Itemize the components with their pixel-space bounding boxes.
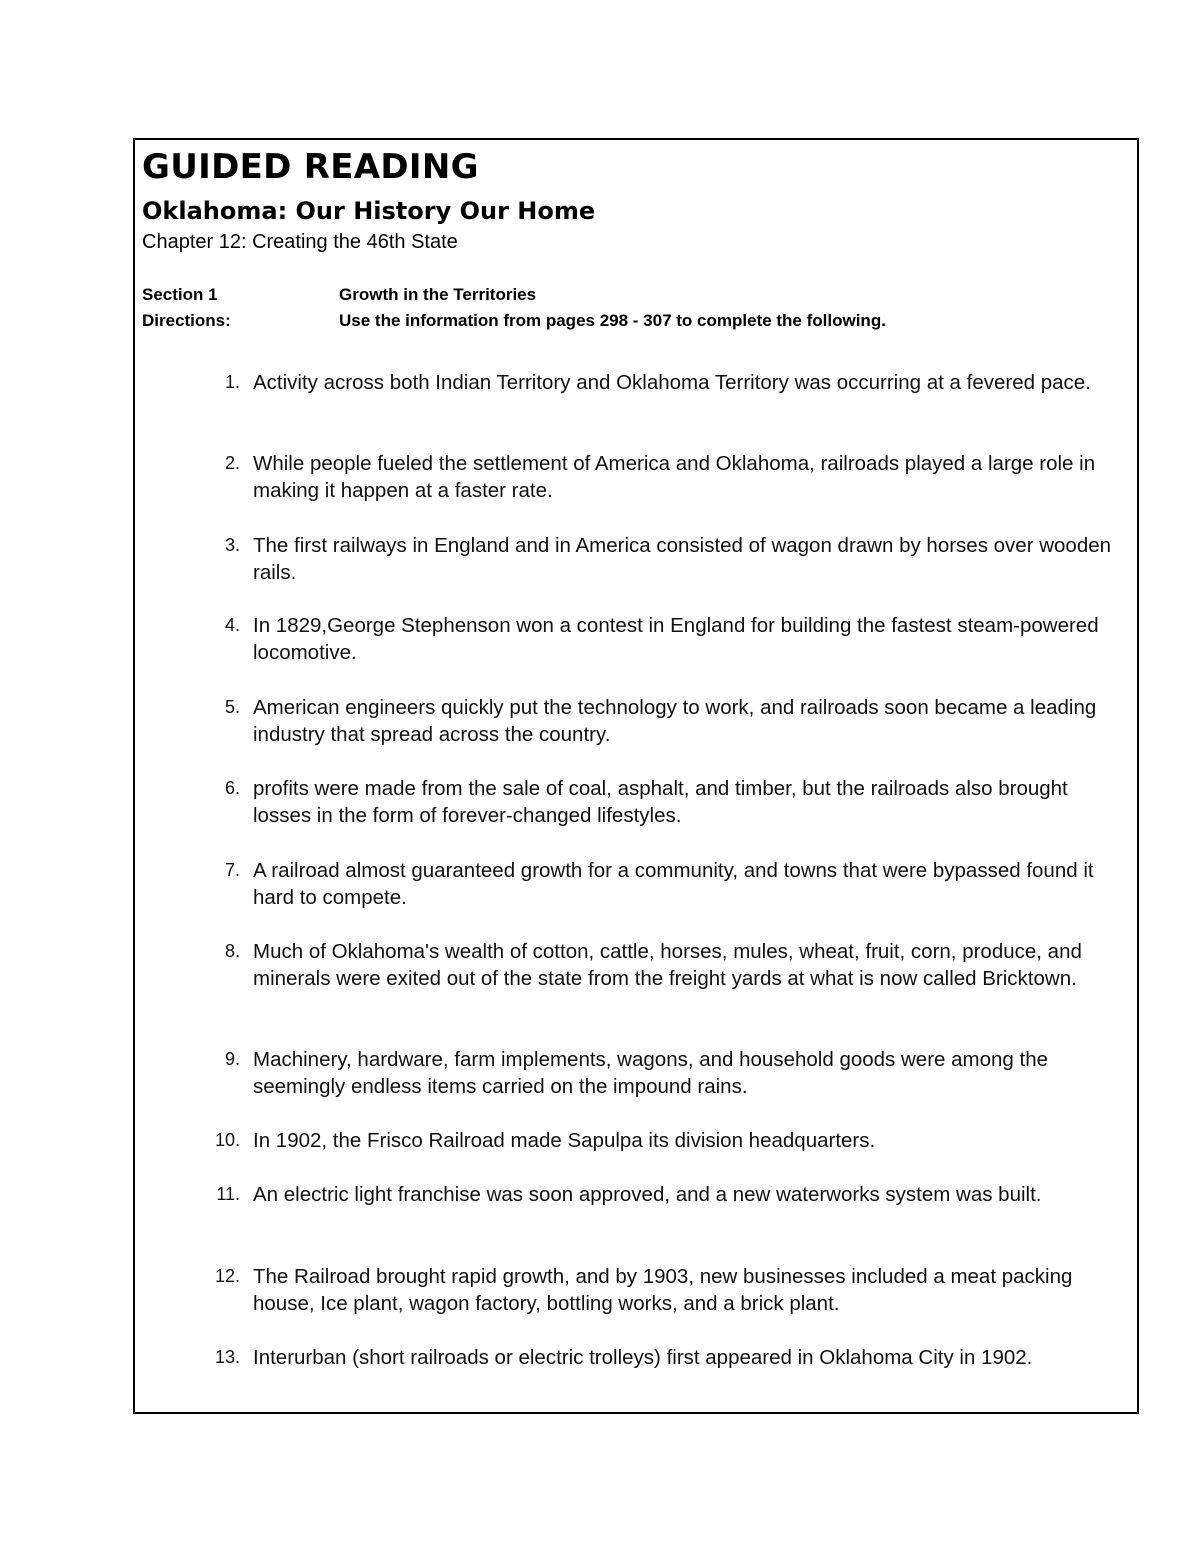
- item-text: While people fueled the settlement of America and Oklahoma, railroads played a large role in making it happen at a faster rate.: [253, 452, 1096, 502]
- item-text: Machinery, hardware, farm implements, wagons, and household goods were among the seemingly endless items carried on the impound rains.: [253, 1048, 1048, 1098]
- list-item: [200, 775, 1130, 829]
- list-item: [200, 1127, 1130, 1154]
- item-number: 2.: [224, 453, 240, 473]
- item-text: Activity across both Indian Territory and Oklahoma Territory was occurring at a fevered pace.: [253, 371, 1091, 394]
- item-text: In 1829,George Stephenson won a contest in England for building the fastest steam-powered locomotive.: [253, 614, 1099, 664]
- item-number: 11.: [216, 1184, 240, 1204]
- list-item: [200, 369, 1130, 396]
- item-text: American engineers quickly put the technology to work, and railroads soon became a leading industry that spread across the country.: [253, 696, 1097, 746]
- section-value: Growth in the Territories: [339, 285, 537, 304]
- item-text: A railroad almost guaranteed growth for a community, and towns that were bypassed found it hard to compete.: [253, 859, 1094, 909]
- item-number: 12.: [214, 1266, 240, 1286]
- item-number: 6.: [224, 778, 240, 798]
- book-title: Oklahoma: Our History Our Home: [142, 197, 596, 225]
- chapter-heading: Chapter 12: Creating the 46th State: [142, 231, 458, 253]
- item-number: 9.: [224, 1049, 240, 1069]
- section-row: [142, 286, 536, 303]
- list-item: [200, 532, 1130, 586]
- list-item: [200, 450, 1130, 504]
- item-text: Interurban (short railroads or electric trolleys) first appeared in Oklahoma City in 1902.: [253, 1346, 1033, 1369]
- list-item: [200, 1344, 1130, 1371]
- item-text: Much of Oklahoma's wealth of cotton, cattle, horses, mules, wheat, fruit, corn, produce, and minerals were exited out of the state from the freight yards at what is now called Bricktown.: [253, 940, 1082, 990]
- item-text: In 1902, the Frisco Railroad made Sapulpa its division headquarters.: [253, 1129, 876, 1152]
- item-text: An electric light franchise was soon approved, and a new waterworks system was built.: [253, 1183, 1042, 1206]
- directions-label: Directions:: [142, 311, 231, 330]
- section-label: Section 1: [142, 285, 218, 304]
- list-item: [200, 938, 1130, 992]
- item-text: The Railroad brought rapid growth, and by 1903, new businesses included a meat packing house, Ice plant, wagon factory, bottling works, and a brick plant.: [253, 1265, 1073, 1315]
- directions-value: Use the information from pages 298 - 307 to complete the following.: [339, 311, 886, 330]
- list-item: [200, 1263, 1130, 1317]
- item-number: 4.: [224, 615, 240, 635]
- item-number: 5.: [224, 697, 240, 717]
- item-number: 10.: [214, 1130, 240, 1150]
- list-item: [200, 1181, 1130, 1208]
- list-item: [200, 612, 1130, 666]
- item-number: 7.: [224, 860, 240, 880]
- item-number: 8.: [224, 941, 240, 961]
- item-text: profits were made from the sale of coal, asphalt, and timber, but the railroads also brought losses in the form of forever-changed lifestyles.: [253, 777, 1068, 827]
- directions-row: [142, 312, 886, 329]
- item-number: 3.: [224, 535, 240, 555]
- list-item: [200, 1046, 1130, 1100]
- list-item: [200, 857, 1130, 911]
- item-number: 13.: [214, 1347, 240, 1367]
- worksheet-title: GUIDED READING: [142, 147, 479, 187]
- item-number: 1.: [224, 372, 240, 392]
- item-text: The first railways in England and in America consisted of wagon drawn by horses over wooden rails.: [253, 534, 1112, 584]
- list-item: [200, 694, 1130, 748]
